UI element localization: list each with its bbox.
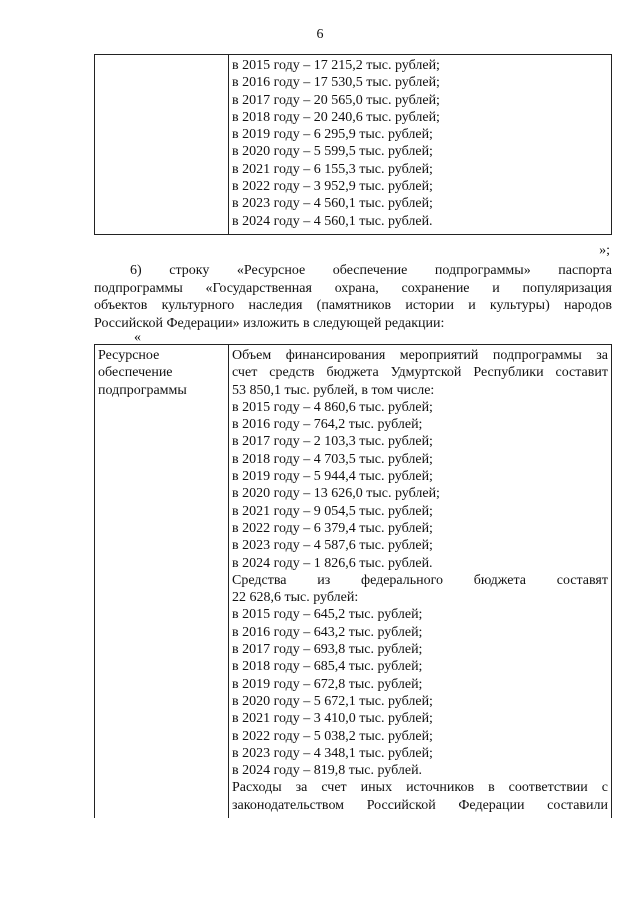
year-line: в 2022 году – 3 952,9 тыс. рублей; [232, 179, 433, 195]
empty-label-cell [95, 55, 229, 235]
federal-intro-line: Средства из федерального бюджета составят [232, 572, 608, 588]
funding-table-continued [94, 54, 612, 235]
regional-year-line: в 2016 году – 764,2 тыс. рублей; [232, 417, 423, 433]
federal-total: 22 628,6 тыс. рублей: [232, 590, 359, 606]
federal-year-line: в 2024 году – 819,8 тыс. рублей. [232, 763, 423, 779]
other-sources-line: законодательством Российской Федерации составили [232, 797, 608, 813]
paragraph-line: Российской Федерации» изложить в следующей редакции: [94, 315, 445, 331]
resource-provision-table [94, 344, 612, 818]
year-line: в 2020 году – 5 599,5 тыс. рублей; [232, 144, 433, 160]
federal-year-line: в 2015 году – 645,2 тыс. рублей; [232, 607, 423, 623]
regional-year-line: в 2020 году – 13 626,0 тыс. рублей; [232, 486, 440, 502]
regional-year-line: в 2022 году – 6 379,4 тыс. рублей; [232, 520, 433, 536]
regional-year-line: в 2021 году – 9 054,5 тыс. рублей; [232, 503, 433, 519]
label-line: Ресурсное [98, 348, 160, 363]
year-line: в 2015 году – 17 215,2 тыс. рублей; [232, 58, 440, 73]
opening-quote: « [134, 330, 141, 345]
label-line: обеспечение [98, 365, 173, 381]
year-line: в 2019 году – 6 295,9 тыс. рублей; [232, 127, 433, 143]
regional-year-line: в 2015 году – 4 860,6 тыс. рублей; [232, 399, 433, 415]
label-line: подпрограммы [98, 382, 187, 398]
year-line: в 2023 году – 4 560,1 тыс. рублей; [232, 196, 433, 212]
year-line: в 2024 году – 4 560,1 тыс. рублей. [232, 213, 433, 229]
page-number: 6 [316, 27, 324, 42]
resource-content-cell [229, 345, 612, 819]
year-line: в 2021 году – 6 155,3 тыс. рублей; [232, 161, 433, 177]
regional-intro-line: Объем финансирования мероприятий подпрограммы за [232, 348, 608, 363]
federal-year-line: в 2017 году – 693,8 тыс. рублей; [232, 642, 423, 658]
paragraph-line: 6) строку «Ресурсное обеспечение подпрограммы» паспорта [130, 263, 612, 278]
other-sources-line: Расходы за счет иных источников в соответствии с [232, 780, 608, 796]
amendment-paragraph [94, 262, 612, 332]
regional-year-line: в 2024 году – 1 826,6 тыс. рублей. [232, 555, 433, 571]
year-line: в 2018 году – 20 240,6 тыс. рублей; [232, 109, 440, 125]
regional-year-line: в 2019 году – 5 944,4 тыс. рублей; [232, 469, 433, 485]
regional-year-line: в 2023 году – 4 587,6 тыс. рублей; [232, 538, 433, 554]
federal-year-line: в 2018 году – 685,4 тыс. рублей; [232, 659, 423, 675]
regional-year-line: в 2017 году – 2 103,3 тыс. рублей; [232, 434, 433, 450]
regional-intro-line: счет средств бюджета Удмуртской Республики составит [232, 365, 608, 381]
year-line: в 2016 году – 17 530,5 тыс. рублей; [232, 75, 440, 91]
federal-year-line: в 2021 году – 3 410,0 тыс. рублей; [232, 711, 433, 727]
federal-year-line: в 2023 году – 4 348,1 тыс. рублей; [232, 745, 433, 761]
federal-year-line: в 2016 году – 643,2 тыс. рублей; [232, 624, 423, 640]
regional-total: 53 850,1 тыс. рублей, в том числе: [232, 382, 435, 398]
funding-years-cell [229, 55, 612, 235]
paragraph-line: подпрограммы «Государственная охрана, сохранение и популяризация [94, 280, 612, 296]
closing-quote: »; [599, 243, 610, 258]
resource-label-cell [95, 345, 229, 819]
federal-year-line: в 2019 году – 672,8 тыс. рублей; [232, 676, 423, 692]
federal-year-line: в 2020 году – 5 672,1 тыс. рублей; [232, 693, 433, 709]
regional-year-line: в 2018 году – 4 703,5 тыс. рублей; [232, 451, 433, 467]
year-line: в 2017 году – 20 565,0 тыс. рублей; [232, 92, 440, 108]
paragraph-line: объектов культурного наследия (памятников истории и культуры) народов [94, 298, 612, 313]
federal-year-line: в 2022 году – 5 038,2 тыс. рублей; [232, 728, 433, 744]
